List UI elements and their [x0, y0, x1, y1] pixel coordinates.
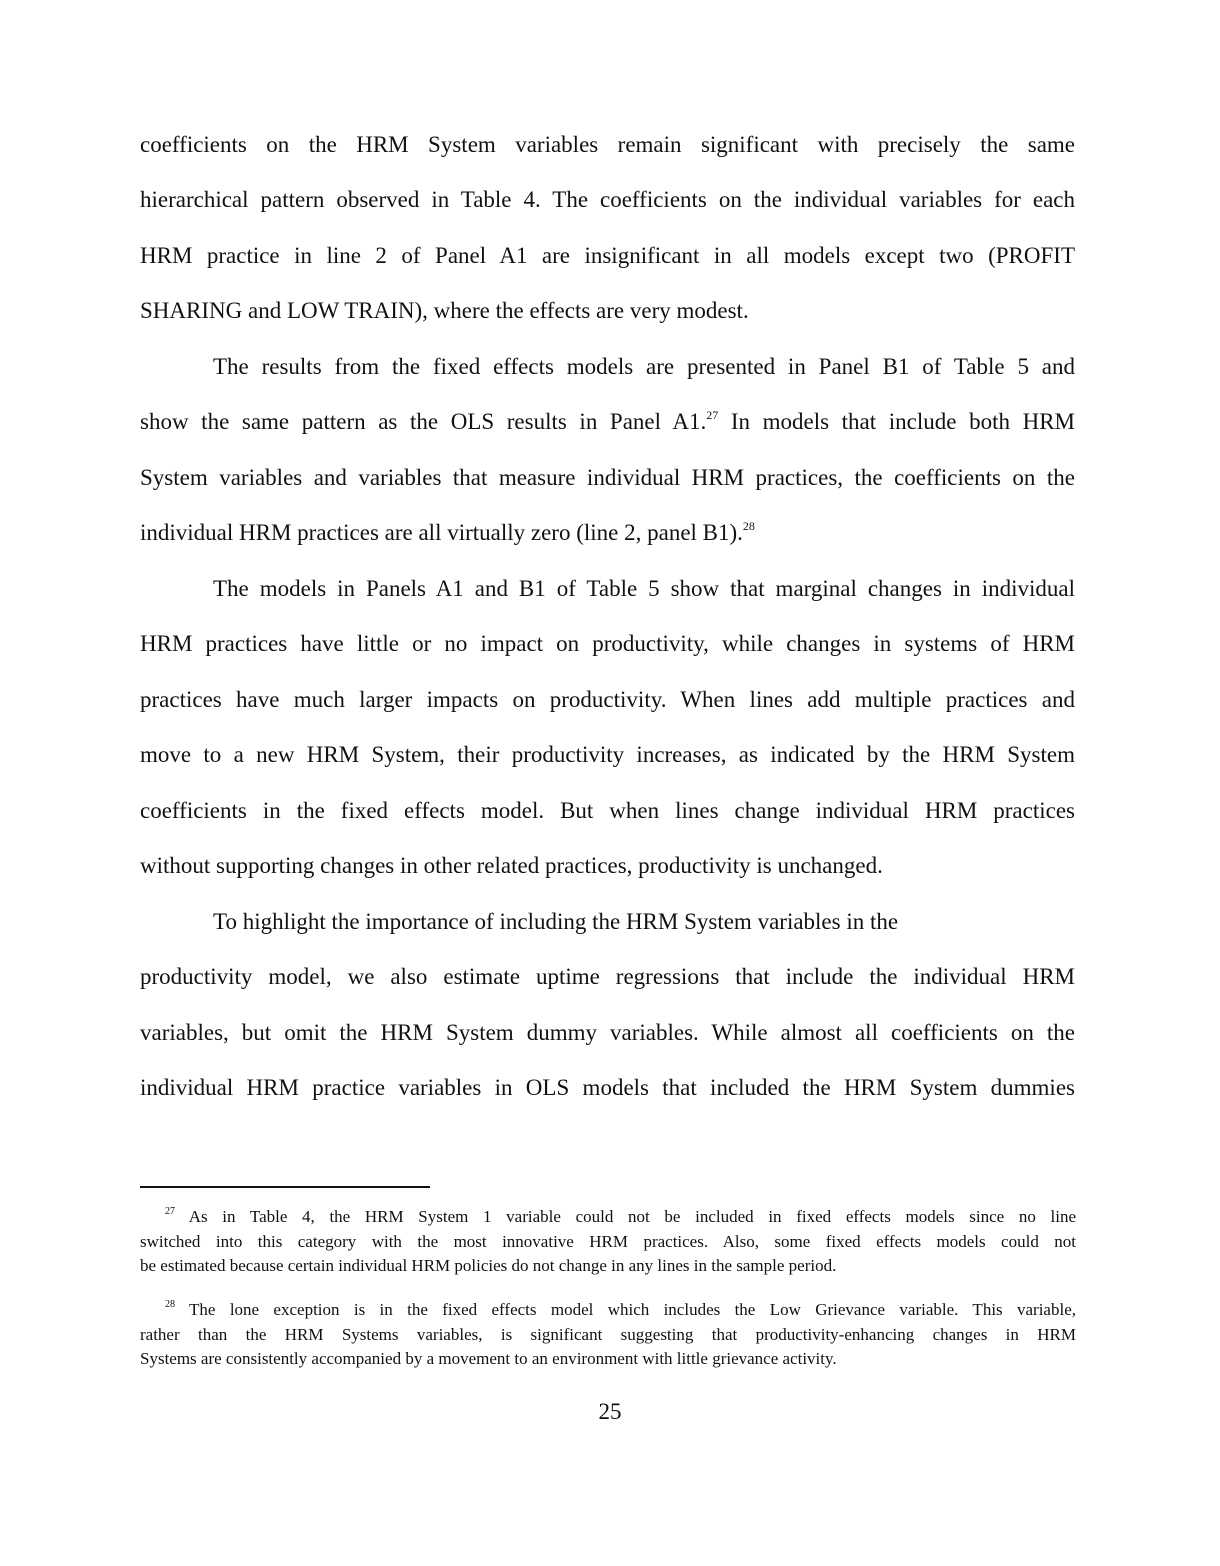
body-text: show the same pattern as the OLS results in Panel A1.	[140, 409, 707, 434]
footnote-line: be estimated because certain individual HRM policies do not change in any lines in the sample period.	[140, 1256, 837, 1275]
footnote-separator	[140, 1186, 430, 1188]
body-line: SHARING and LOW TRAIN), where the effects are very modest.	[140, 298, 749, 323]
body-line: move to a new HRM System, their productivity increases, as indicated by the HRM System	[140, 742, 1075, 767]
body-line: HRM practice in line 2 of Panel A1 are insignificant in all models except two (PROFIT	[140, 243, 1075, 268]
body-line: productivity model, we also estimate uptime regressions that include the individual HRM	[140, 964, 1075, 989]
footnote-line: rather than the HRM Systems variables, is significant suggesting that productivity-enhancing changes in HRM	[140, 1325, 1076, 1344]
footnote-line: switched into this category with the most innovative HRM practices. Also, some fixed effects models could not	[140, 1232, 1076, 1251]
body-line: The results from the fixed effects models are presented in Panel B1 of Table 5 and	[213, 354, 1075, 379]
footnote-ref-27: 27	[706, 408, 719, 422]
body-line: practices have much larger impacts on productivity. When lines add multiple practices and	[140, 687, 1075, 712]
body-line: hierarchical pattern observed in Table 4. The coefficients on the individual variables for each	[140, 187, 1075, 212]
footnote-text: The lone exception is in the fixed effects model which includes the Low Grievance variable. This variable,	[175, 1300, 1076, 1319]
footnote-marker-28: 28	[165, 1299, 175, 1310]
body-line: The models in Panels A1 and B1 of Table 5 show that marginal changes in individual	[213, 576, 1075, 601]
body-text: individual HRM practices are all virtually zero (line 2, panel B1).	[140, 520, 743, 545]
footnote-text: As in Table 4, the HRM System 1 variable could not be included in fixed effects models since no line	[175, 1207, 1076, 1226]
footnote-line: Systems are consistently accompanied by a movement to an environment with little grievance activity.	[140, 1349, 837, 1368]
body-line: System variables and variables that measure individual HRM practices, the coefficients on the	[140, 465, 1075, 490]
footnote-line	[165, 1207, 1076, 1227]
body-line	[140, 519, 755, 547]
body-line: HRM practices have little or no impact on productivity, while changes in systems of HRM	[140, 631, 1075, 656]
body-line: variables, but omit the HRM System dummy variables. While almost all coefficients on the	[140, 1020, 1075, 1045]
body-line: To highlight the importance of including the HRM System variables in the	[213, 909, 899, 934]
body-line	[140, 408, 1075, 436]
body-line: individual HRM practice variables in OLS models that included the HRM System dummies	[140, 1075, 1075, 1100]
page-number: 25	[598, 1399, 622, 1424]
body-line: without supporting changes in other related practices, productivity is unchanged.	[140, 853, 883, 878]
body-line: coefficients on the HRM System variables remain significant with precisely the same	[140, 132, 1075, 157]
footnote-marker-27: 27	[165, 1206, 175, 1217]
footnote-ref-28: 28	[742, 519, 755, 533]
footnote-line	[165, 1300, 1076, 1320]
body-line: coefficients in the fixed effects model. But when lines change individual HRM practices	[140, 798, 1075, 823]
body-text: In models that include both HRM	[718, 409, 1075, 434]
